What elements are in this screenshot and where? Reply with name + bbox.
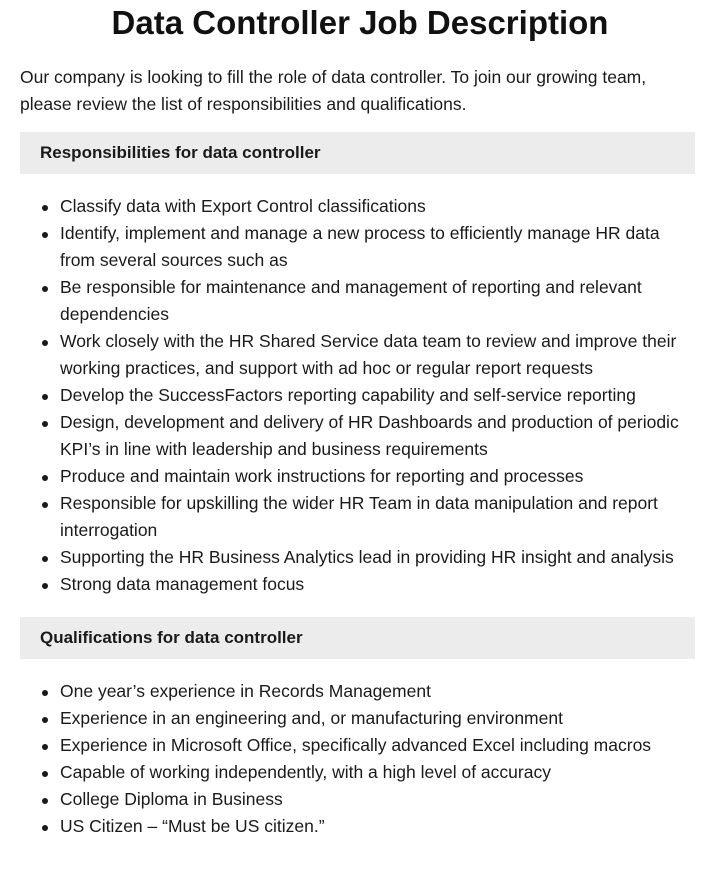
list-item: [20, 220, 695, 274]
list-item-text: Supporting the HR Business Analytics lead in providing HR insight and analysis: [60, 547, 674, 567]
qualifications-list: [20, 678, 695, 840]
list-item-text: Experience in an engineering and, or manufacturing environment: [60, 708, 563, 728]
list-item: [20, 193, 695, 220]
bullet-icon: [42, 421, 48, 427]
bullet-icon: [42, 205, 48, 211]
list-item-text: Strong data management focus: [60, 574, 305, 594]
list-item: [20, 544, 695, 571]
bullet-icon: [42, 690, 48, 696]
list-item-text: Design, development and delivery of HR Dashboards and production of periodic KPI’s in line with leadership and business requirements: [60, 412, 679, 459]
bullet-icon: [42, 394, 48, 400]
bullet-icon: [42, 583, 48, 589]
bullet-icon: [42, 475, 48, 481]
bullet-icon: [42, 232, 48, 238]
bullet-icon: [42, 286, 48, 292]
bullet-icon: [42, 502, 48, 508]
bullet-icon: [42, 771, 48, 777]
list-item: [20, 274, 695, 328]
list-item-text: Classify data with Export Control classifications: [60, 196, 426, 216]
list-item-text: Capable of working independently, with a high level of accuracy: [60, 762, 551, 782]
list-item-text: College Diploma in Business: [60, 789, 283, 809]
list-item-text: Identify, implement and manage a new process to efficiently manage HR data from several sources such as: [60, 223, 660, 270]
bullet-icon: [42, 340, 48, 346]
bullet-icon: [42, 717, 48, 723]
intro-paragraph: Our company is looking to fill the role of data controller. To join our growing team, please review the list of responsibilities and qualifications.: [20, 67, 647, 114]
list-item-text: One year’s experience in Records Management: [60, 681, 431, 701]
responsibilities-list: [20, 193, 695, 598]
list-item: [20, 382, 695, 409]
list-item: [20, 328, 695, 382]
bullet-icon: [42, 556, 48, 562]
list-item-text: Responsible for upskilling the wider HR Team in data manipulation and report interrogation: [60, 493, 658, 540]
list-item-text: Produce and maintain work instructions for reporting and processes: [60, 466, 584, 486]
bullet-icon: [42, 798, 48, 804]
list-item: [20, 678, 695, 705]
list-item: [20, 786, 695, 813]
list-item: [20, 409, 695, 463]
bullet-icon: [42, 744, 48, 750]
list-item: [20, 463, 695, 490]
list-item-text: Be responsible for maintenance and management of reporting and relevant dependencies: [60, 277, 642, 324]
list-item-text: Work closely with the HR Shared Service data team to review and improve their working practices, and support with ad hoc or regular report requests: [60, 331, 677, 378]
bullet-icon: [42, 825, 48, 831]
list-item: [20, 490, 695, 544]
list-item: [20, 571, 695, 598]
list-item-text: US Citizen – “Must be US citizen.”: [60, 816, 325, 836]
list-item-text: Develop the SuccessFactors reporting capability and self-service reporting: [60, 385, 636, 405]
list-item: [20, 732, 695, 759]
page-title: Data Controller Job Description: [111, 4, 609, 41]
list-item-text: Experience in Microsoft Office, specifically advanced Excel including macros: [60, 735, 652, 755]
responsibilities-heading: Responsibilities for data controller: [20, 132, 695, 174]
list-item: [20, 705, 695, 732]
list-item: [20, 759, 695, 786]
qualifications-heading: Qualifications for data controller: [20, 617, 695, 659]
list-item: [20, 813, 695, 840]
